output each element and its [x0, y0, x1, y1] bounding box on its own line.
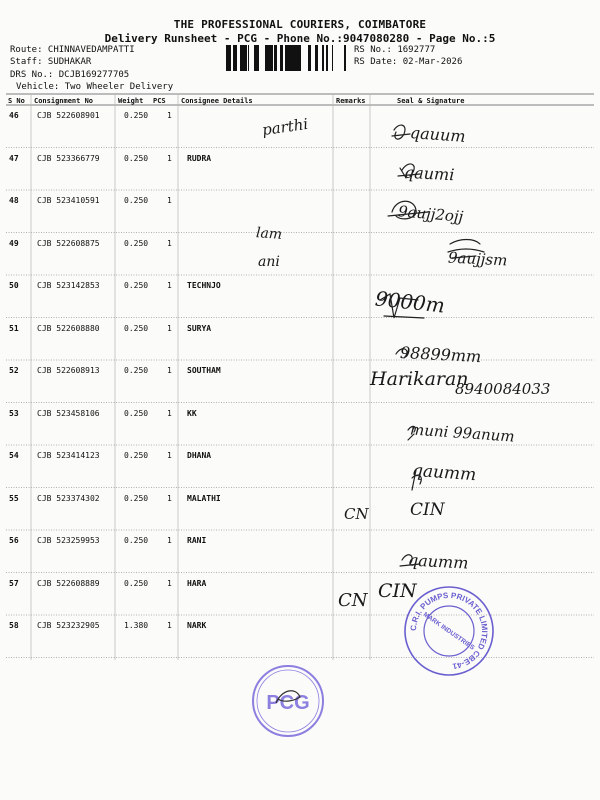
row-sno: 46 [9, 111, 19, 120]
row-pcs: 1 [167, 281, 172, 290]
row-consignee: SOUTHAM [187, 366, 221, 375]
signature-row-53: muni 99anum [409, 420, 516, 446]
drs-number: DRS No.: DCJB169277705 [10, 70, 130, 80]
row-weight: 0.250 [124, 578, 149, 588]
row-weight: 0.250 [124, 536, 149, 545]
row-weight: 0.250 [124, 196, 149, 205]
row-sno: 56 [9, 536, 19, 545]
route-label: Route: CHINNAVEDAMPATTI [10, 45, 135, 55]
row-sno: 49 [9, 238, 19, 248]
handwritten-lam: lam [255, 225, 283, 243]
signature-row-52-phone: 8940084033 [455, 380, 551, 398]
col-header-sno: S No [8, 97, 25, 105]
row-sno: 55 [9, 493, 19, 503]
row-weight: 0.250 [124, 366, 149, 375]
row-pcs: 1 [167, 493, 172, 503]
row-weight: 0.250 [124, 323, 149, 333]
row-weight: 0.250 [124, 153, 149, 163]
staff-label: Staff: SUDHAKAR [10, 57, 92, 67]
signature-row-57: CIN [378, 580, 417, 602]
row-sno: 51 [9, 323, 19, 333]
col-header-consignment: Consignment No [34, 97, 94, 105]
row-consignment-no: CJB 523142853 [37, 281, 100, 290]
row-pcs: 1 [167, 238, 172, 248]
handwritten-parthi: parthi [260, 114, 310, 140]
row-consignee: TECHNJO [187, 281, 221, 290]
row-consignment-no: CJB 523366779 [37, 153, 100, 163]
rs-date: RS Date: 02-Mar-2026 [354, 57, 463, 67]
row-weight: 0.250 [124, 111, 149, 120]
row-weight: 0.250 [124, 281, 149, 290]
col-header-seal: Seal & Signature [397, 97, 465, 105]
row-sno: 53 [9, 408, 19, 418]
row-weight: 1.380 [124, 621, 149, 630]
remark-row-55: CN [344, 505, 369, 523]
row-consignment-no: CJB 523458106 [37, 408, 100, 418]
signature-row-47: qaumi [403, 162, 455, 185]
row-sno: 48 [9, 196, 19, 205]
signature-row-49: 9aujjsm [447, 248, 508, 270]
stamp-inner-text: MARK INDUSTRIES [421, 611, 476, 652]
row-pcs: 1 [167, 111, 172, 120]
row-consignee: RUDRA [187, 153, 212, 163]
row-weight: 0.250 [124, 451, 149, 460]
signature-row-46: qauum [409, 123, 467, 146]
signature-row-48: 9aujj2ojj [397, 202, 464, 226]
row-consignment-no: CJB 523259953 [37, 536, 100, 545]
row-pcs: 1 [167, 153, 172, 163]
row-consignee: MALATHI [187, 493, 221, 503]
rs-number: RS No.: 1692777 [354, 45, 436, 55]
col-header-pcs: PCS [153, 97, 166, 105]
row-consignment-no: CJB 522608901 [37, 111, 100, 120]
row-consignment-no: CJB 523232905 [37, 621, 100, 630]
vehicle-label: Vehicle: Two Wheeler Delivery [16, 82, 174, 92]
row-weight: 0.250 [124, 238, 149, 248]
row-sno: 58 [9, 621, 19, 630]
col-header-weight: Weight [118, 97, 144, 105]
company-title: THE PROFESSIONAL COURIERS, COIMBATORE [173, 18, 427, 31]
row-pcs: 1 [167, 451, 172, 460]
row-consignment-no: CJB 523410591 [37, 196, 100, 205]
row-weight: 0.250 [124, 408, 149, 418]
row-pcs: 1 [167, 621, 172, 630]
row-consignee: SURYA [187, 323, 212, 333]
row-consignee: DHANA [187, 451, 212, 460]
signature-row-50: 9000m [373, 286, 446, 318]
row-sno: 47 [9, 153, 19, 163]
pcg-stamp [250, 663, 326, 739]
row-sno: 54 [9, 451, 19, 460]
pcg-stamp-text: PCG [266, 692, 310, 714]
row-consignee: NARK [187, 621, 207, 630]
company-stamp [403, 585, 495, 677]
row-sno: 57 [9, 578, 19, 588]
remark-row-57: CN [338, 590, 368, 611]
row-pcs: 1 [167, 196, 172, 205]
row-consignment-no: CJB 523374302 [37, 493, 100, 503]
row-weight: 0.250 [124, 493, 149, 503]
signature-row-55: CIN [410, 500, 445, 520]
row-pcs: 1 [167, 366, 172, 375]
signature-row-56: qaumm [407, 550, 469, 573]
row-consignee: HARA [187, 578, 207, 588]
signature-row-52-name: Harikaran [370, 368, 469, 390]
row-consignee: RANI [187, 536, 207, 545]
col-header-remarks: Remarks [336, 97, 366, 105]
signature-row-54: qaumm [411, 460, 477, 486]
row-consignee: KK [187, 408, 197, 418]
row-sno: 50 [9, 281, 19, 290]
handwritten-ani: ani [258, 254, 280, 270]
row-pcs: 1 [167, 536, 172, 545]
stamp-outer-text: C.R.I. PUMPS PRIVATE LIMITED CBE-41 [408, 590, 490, 671]
row-consignment-no: CJB 523414123 [37, 451, 100, 460]
signature-row-51: 98899mm [399, 342, 482, 367]
row-sno: 52 [9, 366, 19, 375]
col-header-consignee: Consignee Details [181, 97, 253, 105]
row-consignment-no: CJB 522608889 [37, 578, 100, 588]
runsheet-title: Delivery Runsheet - PCG - Phone No.:9047080280 - Page No.:5 [104, 32, 496, 45]
row-pcs: 1 [167, 578, 172, 588]
row-pcs: 1 [167, 323, 172, 333]
row-consignment-no: CJB 522608913 [37, 366, 100, 375]
row-pcs: 1 [167, 408, 172, 418]
row-consignment-no: CJB 522608880 [37, 323, 100, 333]
row-consignment-no: CJB 522608875 [37, 238, 100, 248]
